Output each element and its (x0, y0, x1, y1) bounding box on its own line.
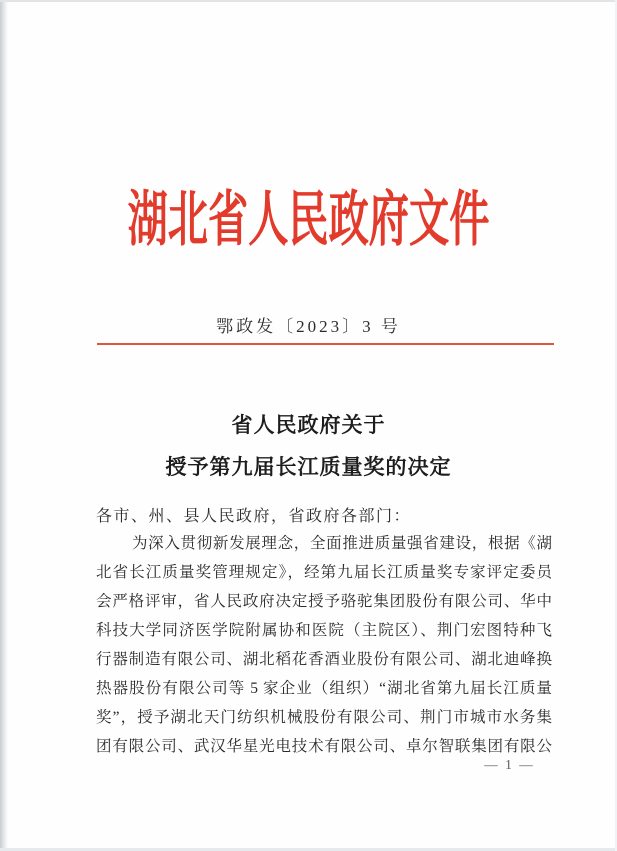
body-line: 奖”，授予湖北天门纺织机械股份有限公司、荆门市城市水务集 (96, 709, 552, 726)
body-line: 会严格评审，省人民政府决定授予骆驼集团股份有限公司、华中 (96, 593, 552, 610)
red-header-title: 湖北省人民政府文件 (127, 187, 490, 253)
body-line: 行器制造有限公司、湖北稻花香酒业股份有限公司、湖北迪峰换 (96, 651, 552, 668)
document-title-line-2: 授予第九届长江质量奖的决定 (165, 455, 452, 479)
red-separator-line (97, 343, 554, 345)
body-line: 团有限公司、武汉华星光电技术有限公司、卓尔智联集团有限公 (96, 738, 552, 755)
document-title-line-1: 省人民政府关于 (231, 413, 386, 437)
body-line: 热器股份有限公司等 5 家企业（组织）“湖北省第九届长江质量 (96, 680, 552, 697)
body-line: 北省长江质量奖管理规定》，经第九届长江质量奖专家评定委员 (96, 564, 552, 581)
body-paragraph (96, 529, 552, 761)
scan-edge-top (0, 0, 617, 2)
salutation-line: 各市、州、县人民政府，省政府各部门： (96, 508, 412, 525)
body-line: 科技大学同济医学院附属协和医院（主院区）、荆门宏图特种飞 (96, 622, 552, 639)
body-line: 为深入贯彻新发展理念，全面推进质量强省建设，根据《湖 (132, 535, 552, 552)
document-number: 鄂政发〔2023〕3 号 (216, 317, 401, 336)
page-number: — 1 — (484, 757, 535, 772)
document-title (0, 404, 617, 488)
